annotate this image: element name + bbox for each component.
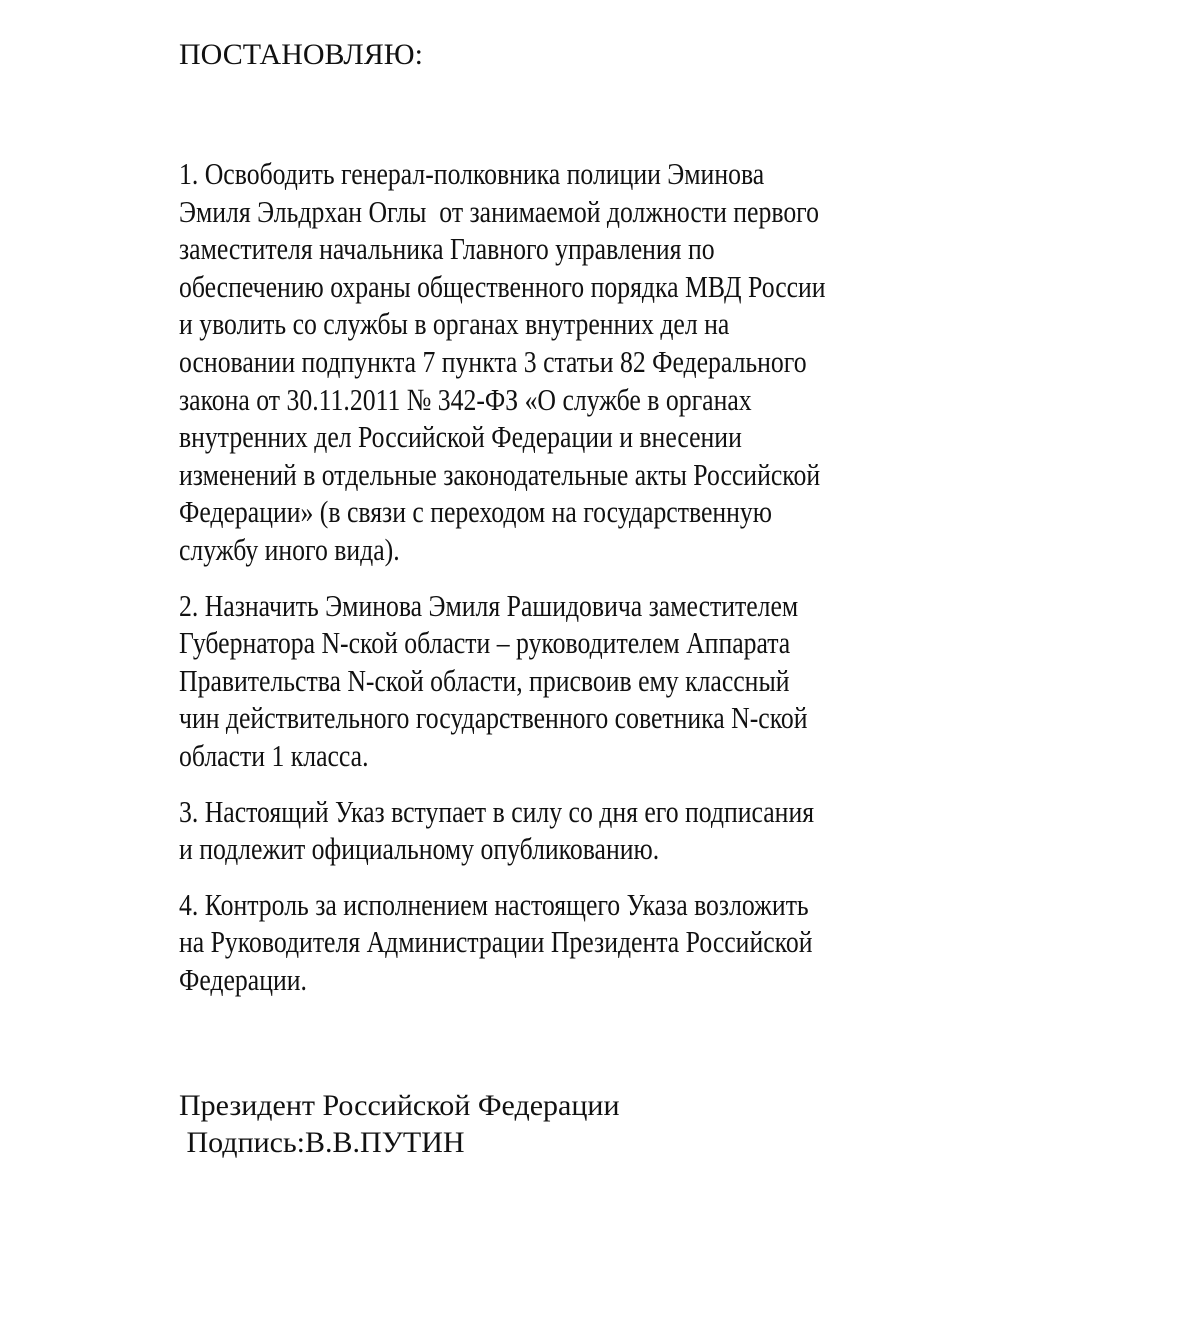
decree-paragraph-1 — [179, 155, 1009, 569]
signatory-name: Подпись:В.В.ПУТИН — [179, 1126, 465, 1159]
paragraph-line: службу иного вида). — [179, 531, 400, 567]
paragraph-line: обеспечению охраны общественного порядка МВД России — [179, 268, 826, 304]
paragraph-line: Эмиля Эльдрхан Оглы от занимаемой должности первого — [179, 193, 819, 229]
paragraph-line: заместителя начальника Главного управления по — [179, 231, 715, 267]
paragraph-line: Губернатора N-ской области – руководителем Аппарата — [179, 625, 791, 661]
decree-paragraph-3 — [179, 793, 1009, 868]
paragraph-line: Правительства N-ской области, присвоив ему классный — [179, 662, 790, 698]
paragraph-line: Федерации. — [179, 961, 307, 997]
paragraph-line: и уволить со службы в органах внутренних дел на — [179, 306, 730, 342]
paragraph-line: чин действительного государственного советника N-ской — [179, 700, 808, 736]
paragraph-line: области 1 класса. — [179, 737, 369, 773]
decree-paragraph-4 — [179, 886, 1009, 999]
paragraph-line: на Руководителя Администрации Президента Российской — [179, 924, 813, 960]
signature-block — [179, 1087, 620, 1161]
decree-body — [179, 155, 1009, 1016]
signatory-title: Президент Российской Федерации — [179, 1089, 620, 1122]
paragraph-line: закона от 30.11.2011 № 342-ФЗ «О службе в органах — [179, 381, 752, 417]
paragraph-line: 4. Контроль за исполнением настоящего Указа возложить — [179, 886, 809, 922]
decree-heading: ПОСТАНОВЛЯЮ: — [179, 38, 423, 71]
paragraph-line: 1. Освободить генерал-полковника полиции Эминова — [179, 156, 765, 191]
paragraph-line: 2. Назначить Эминова Эмиля Рашидовича заместителем — [179, 587, 799, 623]
paragraph-line: 3. Настоящий Указ вступает в силу со дня его подписания — [179, 793, 815, 829]
paragraph-line: Федерации» (в связи с переходом на государственную — [179, 494, 773, 530]
paragraph-line: основании подпункта 7 пункта 3 статьи 82 Федерального — [179, 343, 807, 379]
paragraph-line: внутренних дел Российской Федерации и внесении — [179, 419, 742, 455]
decree-paragraph-2 — [179, 587, 1009, 775]
paragraph-line: изменений в отдельные законодательные акты Российской — [179, 456, 821, 492]
paragraph-line: и подлежит официальному опубликованию. — [179, 831, 660, 867]
